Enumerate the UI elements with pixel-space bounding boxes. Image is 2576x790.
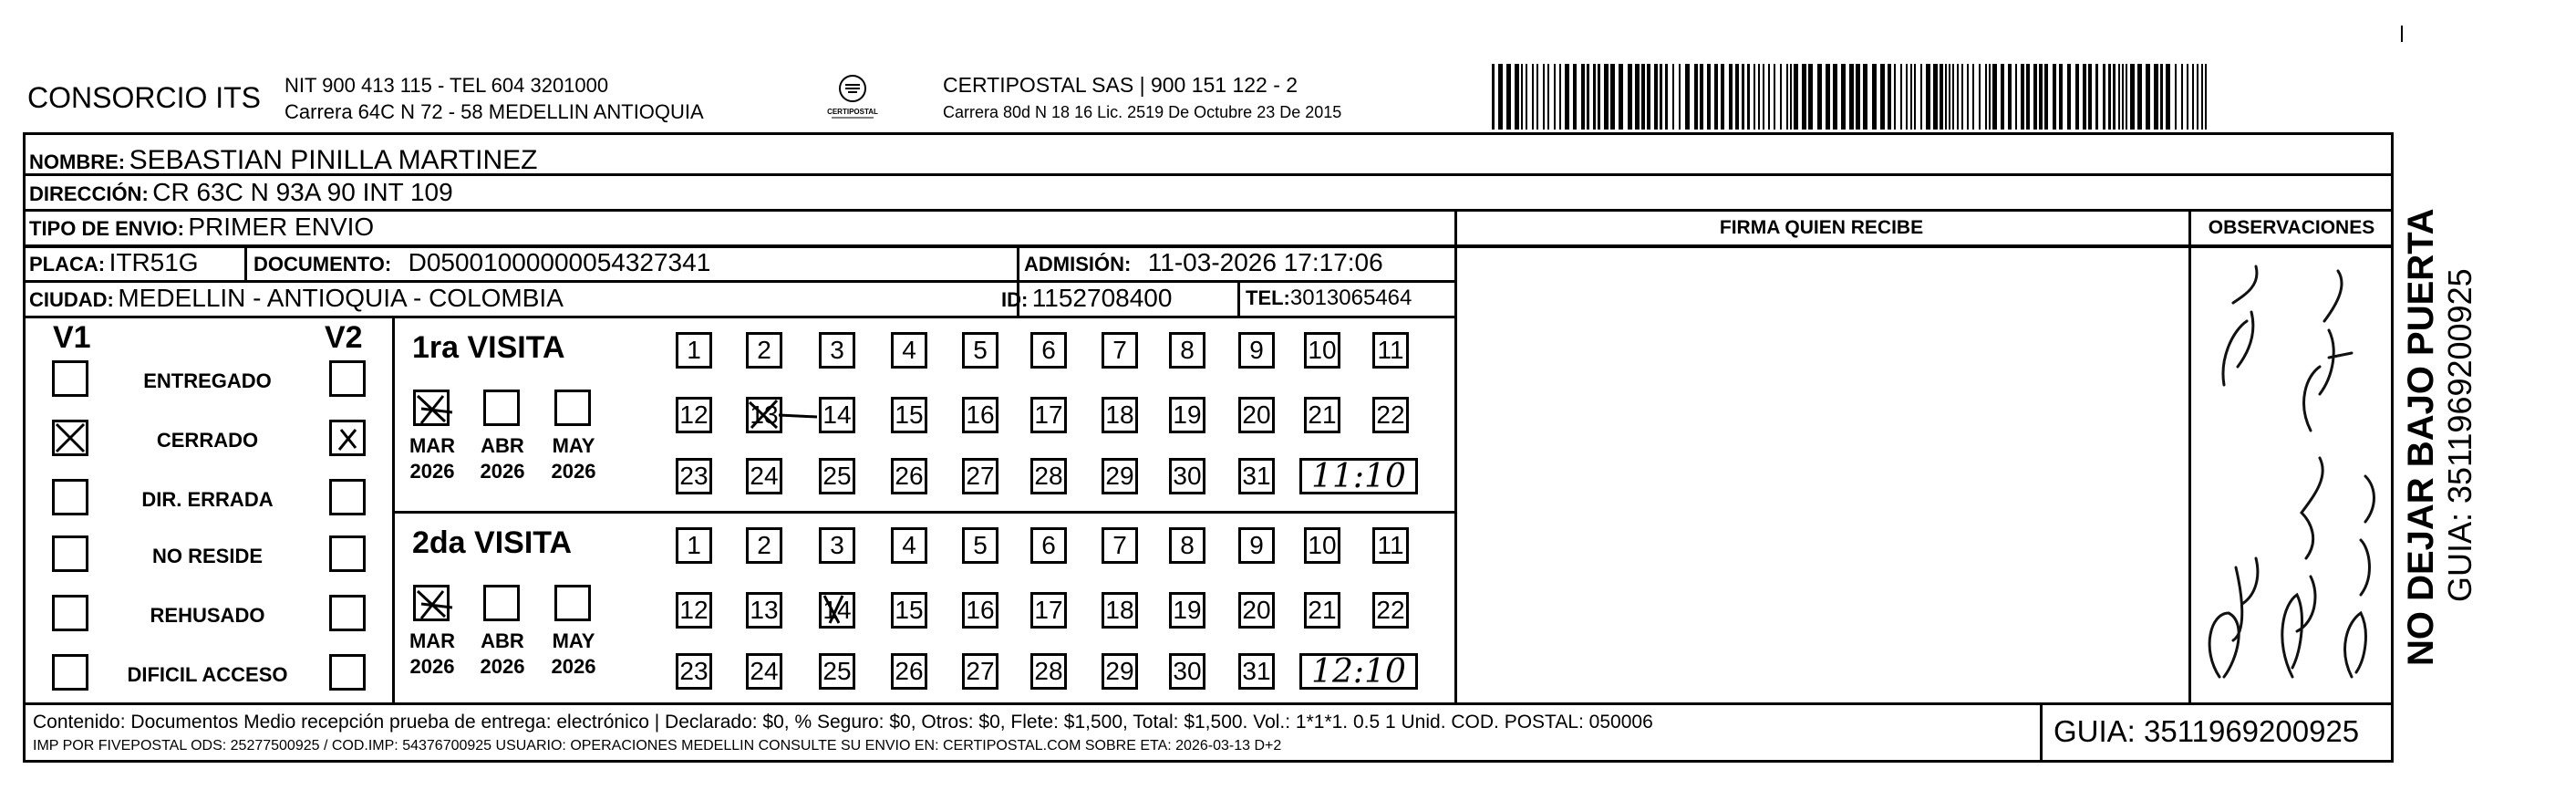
barcode-bar [2181, 64, 2183, 130]
barcode-bar [1598, 64, 1600, 130]
barcode-bar [2113, 64, 2116, 130]
barcode-bar [1532, 64, 1534, 130]
month-checkbox[interactable] [554, 585, 591, 621]
day-box[interactable]: 25 [819, 653, 855, 690]
barcode-bar [1729, 64, 1733, 130]
tipo-envio: PRIMER ENVIO [188, 213, 375, 241]
status-label: CERRADO [156, 429, 259, 452]
day-box[interactable]: 27 [962, 653, 998, 690]
barcode-bar [1679, 64, 1681, 130]
row-line [392, 511, 1454, 514]
barcode-bar [1786, 64, 1788, 130]
barcode-bar [1802, 64, 1806, 130]
v2-checkbox[interactable] [329, 360, 366, 397]
day-box[interactable]: 31 [1238, 458, 1275, 494]
year-label: 2026 [480, 655, 525, 678]
firma-header: FIRMA QUIEN RECIBE [1719, 217, 1924, 238]
visit-time[interactable]: 11:10 [1299, 458, 1418, 494]
v2-checkbox[interactable] [329, 654, 366, 691]
barcode-bar [2103, 64, 2105, 130]
barcode-bar [1742, 64, 1744, 130]
month-checkbox[interactable] [413, 390, 450, 426]
barcode-bar [2008, 64, 2012, 130]
carrier-name: CERTIPOSTAL SAS | 900 151 122 - 2 [943, 73, 1298, 97]
barcode-bar [1790, 64, 1792, 130]
day-box[interactable]: 1 [676, 332, 712, 369]
barcode-bar [2201, 64, 2203, 130]
barcode-bar [1707, 64, 1711, 130]
row-line [23, 702, 2394, 705]
company-name: CONSORCIO ITS [27, 81, 262, 114]
barcode-bar [1492, 64, 1495, 130]
day-box[interactable]: 31 [1238, 653, 1275, 690]
day-box[interactable]: 11 [1372, 527, 1409, 564]
day-box[interactable]: 17 [1030, 592, 1067, 629]
day-box[interactable]: 28 [1030, 458, 1067, 494]
company-nit: NIT 900 413 115 - TEL 604 3201000 [284, 74, 609, 97]
barcode-bar [1672, 64, 1674, 130]
barcode-bar [1593, 64, 1596, 130]
barcode-bar [1972, 64, 1974, 130]
barcode-bar [1849, 64, 1854, 130]
v1-checkbox[interactable] [52, 420, 88, 456]
barcode-bar [1906, 64, 1908, 130]
barcode-bar [2118, 64, 2120, 130]
barcode-bar [1914, 64, 1916, 130]
day-mark [819, 592, 855, 633]
barcode-bar [1774, 64, 1775, 130]
year-label: 2026 [409, 655, 455, 678]
barcode-bar [1985, 64, 1987, 130]
barcode-bar [2059, 64, 2063, 130]
day-box[interactable]: 30 [1169, 653, 1205, 690]
day-box[interactable]: 27 [962, 458, 998, 494]
month-label: ABR [481, 629, 524, 652]
day-box[interactable]: 14 [819, 397, 855, 433]
v2-checkbox[interactable] [329, 420, 366, 456]
barcode-bar [2044, 64, 2048, 130]
barcode-bar [2088, 64, 2092, 130]
barcode-bar [1872, 64, 1877, 130]
day-box[interactable]: 30 [1169, 458, 1205, 494]
ciudad-label: CIUDAD: [29, 288, 114, 311]
barcode-bar [1926, 64, 1930, 130]
month-checkbox[interactable] [483, 390, 520, 426]
barcode-bar [2095, 64, 2098, 130]
col-line [2040, 702, 2043, 763]
nombre-label: NOMBRE: [29, 151, 126, 173]
barcode-bar [2001, 64, 2004, 130]
recipient-address: CR 63C N 93A 90 INT 109 [152, 178, 453, 206]
day-box[interactable]: 15 [891, 592, 927, 629]
barcode-bar [2053, 64, 2056, 130]
day-box[interactable]: 23 [676, 653, 712, 690]
side-guia: GUIA: 3511969200925 [2441, 268, 2478, 602]
barcode-bar [2108, 64, 2111, 130]
day-box[interactable]: 9 [1238, 332, 1275, 369]
day-box[interactable]: 21 [1304, 397, 1340, 433]
ciudad: MEDELLIN - ANTIOQUIA - COLOMBIA [118, 284, 564, 312]
barcode-bar [1635, 64, 1640, 130]
barcode-bar [1536, 64, 1538, 130]
barcode-bar [1841, 64, 1846, 130]
barcode-bar [1721, 64, 1724, 130]
barcode-bar [1700, 64, 1703, 130]
barcode-bar [2175, 64, 2177, 130]
observaciones-header: OBSERVACIONES [2208, 217, 2375, 238]
day-box[interactable]: 20 [1238, 592, 1275, 629]
svg-text:CERTIPOSTAL: CERTIPOSTAL [827, 108, 878, 116]
row-line [23, 209, 2394, 212]
day-box[interactable]: 8 [1169, 332, 1205, 369]
signature-area [1457, 248, 2187, 701]
cross-mark [55, 422, 86, 453]
day-box[interactable]: 28 [1030, 653, 1067, 690]
v1-label: V1 [53, 320, 91, 355]
barcode-bar [2160, 64, 2163, 130]
day-box[interactable]: 16 [962, 592, 998, 629]
barcode-bar [1910, 64, 1912, 130]
barcode-bar [1506, 64, 1511, 130]
day-box[interactable]: 23 [676, 458, 712, 494]
barcode-bar [1610, 64, 1615, 130]
v2-checkbox[interactable] [329, 479, 366, 515]
day-box[interactable]: 26 [891, 653, 927, 690]
col-line [392, 316, 395, 702]
barcode-bar [1604, 64, 1609, 130]
edge-mark [2401, 26, 2403, 42]
day-box[interactable]: 29 [1102, 653, 1138, 690]
no-dejar-bajo-puerta: NO DEJAR BAJO PUERTA [2401, 208, 2441, 666]
day-box[interactable]: 22 [1372, 397, 1409, 433]
day-box[interactable]: 13 [746, 592, 782, 629]
barcode-bar [2021, 64, 2024, 130]
barcode-bar [1856, 64, 1860, 130]
barcode [1492, 64, 2212, 130]
day-box[interactable]: 4 [891, 332, 927, 369]
documento-label: DOCUMENTO: [253, 253, 392, 275]
day-box[interactable]: 4 [891, 527, 927, 564]
v2-label: V2 [325, 320, 363, 355]
barcode-bar [1780, 64, 1782, 130]
cross-mark [416, 587, 471, 624]
barcode-bar [1833, 64, 1837, 130]
day-box[interactable]: 20 [1238, 397, 1275, 433]
barcode-bar [2039, 64, 2043, 130]
v1-checkbox[interactable] [52, 360, 88, 397]
day-box[interactable]: 15 [891, 397, 927, 433]
visit-time[interactable]: 12:10 [1299, 653, 1418, 690]
barcode-bar [1619, 64, 1623, 130]
admision: 11-03-2026 17:17:06 [1147, 248, 1383, 276]
day-box[interactable]: 14 [819, 592, 855, 629]
barcode-bar [1763, 64, 1764, 130]
year-label: 2026 [409, 460, 455, 483]
barcode-bar [1573, 64, 1577, 130]
tipo-envio-label: TIPO DE ENVIO: [29, 217, 184, 240]
day-box[interactable]: 5 [962, 527, 998, 564]
barcode-bar [1554, 64, 1556, 130]
day-box[interactable]: 19 [1169, 592, 1205, 629]
day-box[interactable]: 16 [962, 397, 998, 433]
year-label: 2026 [551, 655, 596, 678]
certipostal-logo [821, 73, 885, 122]
barcode-bar [1754, 64, 1755, 130]
year-label: 2026 [480, 460, 525, 483]
v2-checkbox[interactable] [329, 595, 366, 631]
cross-mark [332, 422, 363, 453]
col-line [1237, 280, 1240, 316]
barcode-bar [1863, 64, 1867, 130]
barcode-bar [1526, 64, 1527, 130]
barcode-bar [2187, 64, 2188, 130]
barcode-bar [1952, 64, 1954, 130]
barcode-bar [1894, 64, 1896, 130]
footer-guia: GUIA: 3511969200925 [2054, 714, 2360, 748]
v1-checkbox[interactable] [52, 479, 88, 515]
status-label: DIFICIL ACCESO [127, 663, 288, 686]
barcode-bar [1957, 64, 1959, 130]
barcode-bar [2015, 64, 2017, 130]
barcode-bar [1660, 64, 1662, 130]
id-label: ID: [1001, 288, 1029, 311]
footer-content: Contenido: Documentos Medio recepción prueba de entrega: electrónico | Declarado: $0, % Seguro: $0, Otros: $0, Flete: $1,500, Total: $1,500. Vol.: 1*1*1. 0.5 1 Unid. COD. POSTAL: 050006 [33, 712, 1653, 733]
day-box[interactable]: 6 [1030, 332, 1067, 369]
visit-title: 1ra VISITA [412, 330, 565, 365]
barcode-bar [1747, 64, 1750, 130]
day-box[interactable]: 10 [1304, 332, 1340, 369]
barcode-bar [1817, 64, 1822, 130]
day-mark [746, 397, 855, 438]
status-label: REHUSADO [150, 604, 265, 627]
barcode-bar [1900, 64, 1902, 130]
day-box[interactable]: 24 [746, 458, 782, 494]
barcode-bar [1768, 64, 1770, 130]
barcode-bar [1694, 64, 1698, 130]
barcode-bar [2126, 64, 2127, 130]
day-box[interactable]: 22 [1372, 592, 1409, 629]
day-box[interactable]: 19 [1169, 397, 1205, 433]
barcode-bar [2146, 64, 2150, 130]
barcode-bar [1498, 64, 1503, 130]
day-box[interactable]: 10 [1304, 527, 1340, 564]
barcode-bar [1521, 64, 1523, 130]
direccion-label: DIRECCIÓN: [29, 182, 149, 205]
barcode-bar [1808, 64, 1813, 130]
day-box[interactable]: 29 [1102, 458, 1138, 494]
barcode-bar [1647, 64, 1650, 130]
day-box[interactable]: 7 [1102, 332, 1138, 369]
col-line [2188, 209, 2191, 702]
barcode-bar [1581, 64, 1585, 130]
barcode-bar [1559, 64, 1561, 130]
year-label: 2026 [551, 460, 596, 483]
placa-label: PLACA: [29, 253, 106, 275]
barcode-bar [1920, 64, 1922, 130]
day-box[interactable]: 25 [819, 458, 855, 494]
barcode-bar [1565, 64, 1569, 130]
month-checkbox[interactable] [483, 585, 520, 621]
day-box[interactable]: 12 [676, 592, 712, 629]
month-checkbox[interactable] [554, 390, 591, 426]
barcode-bar [1714, 64, 1718, 130]
barcode-bar [1735, 64, 1739, 130]
day-box[interactable]: 1 [676, 527, 712, 564]
v1-checkbox[interactable] [52, 595, 88, 631]
barcode-bar [2033, 64, 2037, 130]
tel-label: TEL: [1246, 286, 1290, 309]
barcode-bar [1628, 64, 1632, 130]
month-label: MAR [409, 629, 456, 652]
company-address: Carrera 64C N 72 - 58 MEDELLIN ANTIOQUIA [284, 100, 704, 123]
visit-title: 2da VISITA [412, 525, 573, 560]
barcode-bar [2083, 64, 2086, 130]
tel: 3013065464 [1289, 286, 1412, 310]
barcode-bar [1989, 64, 1991, 130]
barcode-bar [1587, 64, 1589, 130]
day-box[interactable]: 2 [746, 527, 782, 564]
day-box[interactable]: 9 [1238, 527, 1275, 564]
month-label: MAY [552, 629, 595, 652]
recipient-name: SEBASTIAN PINILLA MARTINEZ [129, 145, 538, 175]
barcode-bar [2192, 64, 2194, 130]
day-box[interactable]: 18 [1102, 397, 1138, 433]
barcode-bar [1515, 64, 1519, 130]
month-label: MAY [552, 434, 595, 457]
documento: D05001000000054327341 [408, 248, 711, 276]
admision-label: ADMISIÓN: [1024, 253, 1132, 275]
barcode-bar [2122, 64, 2124, 130]
barcode-bar [1665, 64, 1668, 130]
handwritten-observation [2192, 248, 2389, 701]
day-box[interactable]: 26 [891, 458, 927, 494]
month-checkbox[interactable] [413, 585, 450, 621]
barcode-bar [1961, 64, 1963, 130]
barcode-bar [2154, 64, 2158, 130]
footer-imp: IMP POR FIVEPOSTAL ODS: 25277500925 / COD.IMP: 54376700925 USUARIO: OPERACIONES MEDELLIN CONSULTE SU ENVIO EN: CERTIPOSTAL.COM SOBRE ETA: 2026-03-13 D+2 [33, 738, 1282, 754]
barcode-bar [1992, 64, 1997, 130]
barcode-bar [2067, 64, 2071, 130]
barcode-bar [2166, 64, 2170, 130]
day-box[interactable]: 17 [1030, 397, 1067, 433]
barcode-bar [1641, 64, 1645, 130]
barcode-bar [1685, 64, 1690, 130]
barcode-bar [2137, 64, 2142, 130]
barcode-bar [1949, 64, 1950, 130]
day-box[interactable]: 6 [1030, 527, 1067, 564]
day-box[interactable]: 11 [1372, 332, 1409, 369]
v2-checkbox[interactable] [329, 535, 366, 572]
carrier-address: Carrera 80d N 18 16 Lic. 2519 De Octubre 23 De 2015 [943, 103, 1342, 121]
col-line [244, 244, 247, 280]
barcode-bar [2130, 64, 2135, 130]
barcode-bar [1654, 64, 1658, 130]
barcode-bar [1826, 64, 1830, 130]
barcode-bar [2075, 64, 2079, 130]
month-label: ABR [481, 434, 524, 457]
barcode-bar [1547, 64, 1549, 130]
cross-mark [416, 392, 471, 429]
day-box[interactable]: 5 [962, 332, 998, 369]
barcode-bar [1967, 64, 1969, 130]
day-box[interactable]: 21 [1304, 592, 1340, 629]
barcode-bar [1940, 64, 1943, 130]
day-box[interactable]: 7 [1102, 527, 1138, 564]
v1-checkbox[interactable] [52, 654, 88, 691]
status-label: NO RESIDE [151, 545, 264, 567]
barcode-bar [1794, 64, 1798, 130]
barcode-bar [1933, 64, 1938, 130]
barcode-bar [1888, 64, 1891, 130]
barcode-bar [1758, 64, 1760, 130]
barcode-bar [2205, 64, 2207, 130]
barcode-bar [1979, 64, 1981, 130]
status-label: DIR. ERRADA [141, 488, 274, 511]
barcode-bar [1543, 64, 1545, 130]
day-box[interactable]: 24 [746, 653, 782, 690]
day-box[interactable]: 13 [746, 397, 782, 433]
barcode-bar [1945, 64, 1947, 130]
v1-checkbox[interactable] [52, 535, 88, 572]
day-box[interactable]: 2 [746, 332, 782, 369]
barcode-bar [2026, 64, 2030, 130]
barcode-bar [2197, 64, 2198, 130]
col-line [2391, 173, 2394, 702]
status-label: ENTREGADO [143, 369, 272, 392]
day-box[interactable]: 18 [1102, 592, 1138, 629]
day-box[interactable]: 12 [676, 397, 712, 433]
day-box[interactable]: 3 [819, 332, 855, 369]
recipient-id: 1152708400 [1031, 284, 1173, 312]
barcode-bar [1880, 64, 1885, 130]
day-box[interactable]: 8 [1169, 527, 1205, 564]
placa: ITR51G [109, 248, 199, 276]
row-line [23, 316, 1454, 318]
month-label: MAR [409, 434, 456, 457]
day-box[interactable]: 3 [819, 527, 855, 564]
